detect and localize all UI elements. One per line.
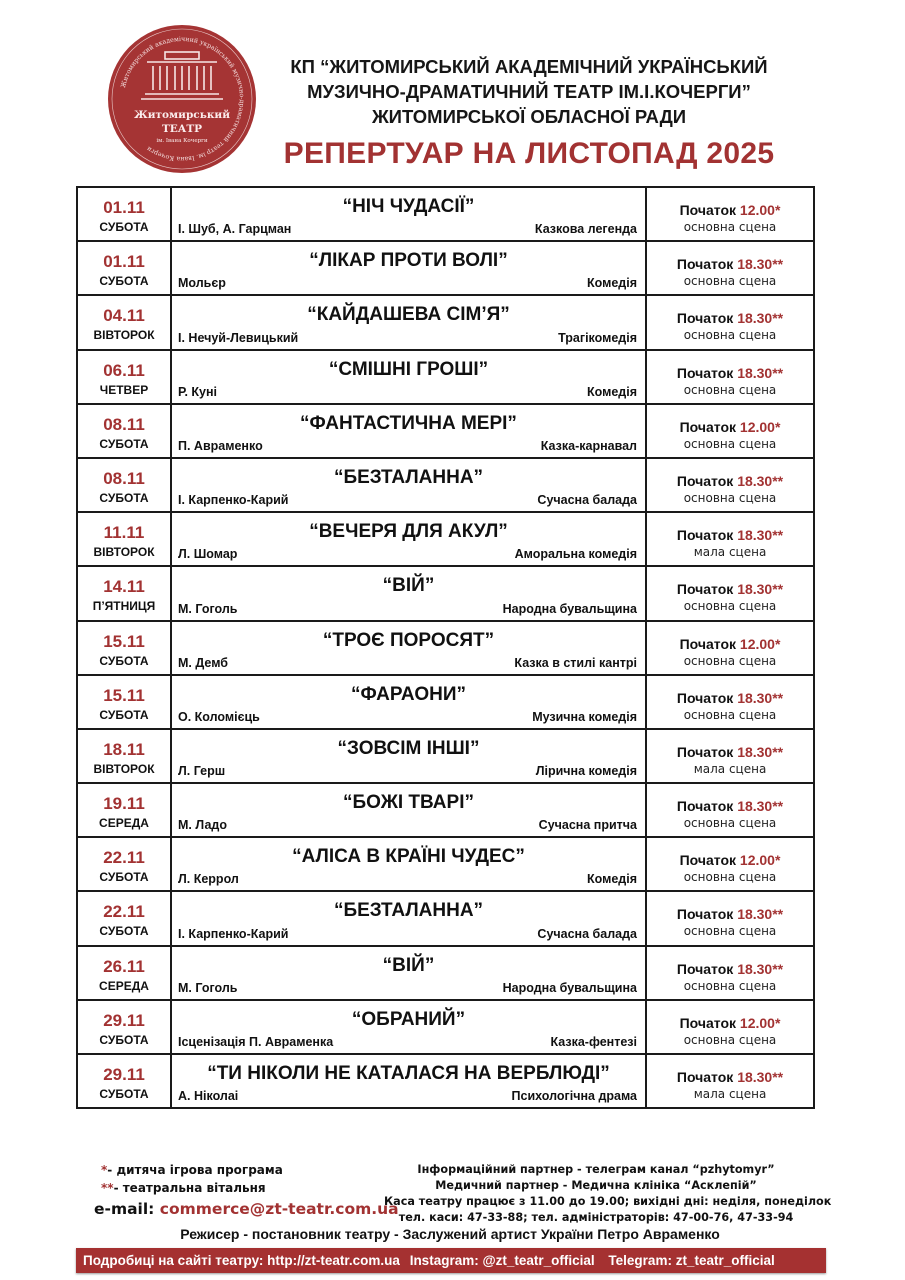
start-cell [646,350,814,404]
event-row [77,675,814,729]
stage-name: основна сцена [683,274,777,289]
start-label: Початок [676,310,734,327]
performance-author: М. Демб [178,655,229,670]
start-cell [646,566,814,620]
performance-author: О. Коломієць [178,709,260,724]
event-row [77,891,814,945]
start-label: Початок [679,202,737,218]
start-cell [646,1000,814,1054]
performance-genre: Казка-карнавал [540,438,637,453]
event-date: 15.11 [103,631,145,651]
start-time [647,905,813,923]
start-time-value: 12.00* [739,202,781,218]
start-cell [646,241,814,295]
performance-cell [171,621,646,675]
event-weekday: СУБОТА [99,274,149,289]
performance-title: “ВЕЧЕРЯ ДЛЯ АКУЛ” [309,521,508,543]
start-cell [646,946,814,1000]
start-label: Початок [676,256,734,273]
event-weekday: ВІВТОРОК [93,545,155,560]
performance-title: “ОБРАНИЙ” [351,1008,466,1030]
performance-cell [171,512,646,566]
stage-name: основна сцена [683,1032,777,1047]
start-time [647,743,813,761]
start-time [647,309,813,327]
info-partner-line: Інформаційний партнер - телеграм канал “pzhytomyr” [417,1163,775,1176]
performance-title: “КАЙДАШЕВА СІМ’Я” [307,304,510,326]
event-date: 29.11 [103,1065,145,1084]
start-time [647,635,813,653]
performance-author: І. Карпенко-Карий [178,926,289,941]
performance-genre: Сучасна балада [537,493,637,508]
header-line-2: МУЗИЧНО-ДРАМАТИЧНИЙ ТЕАТР ІМ.І.КОЧЕРГИ” [307,81,751,102]
performance-author: М. Ладо [178,818,227,833]
performance-genre: Народна бувальщина [502,980,637,995]
event-weekday: СУБОТА [99,1032,149,1047]
logo-name-line2: ТЕАТР [161,123,203,135]
start-cell [646,512,814,566]
event-date: 01.11 [103,198,145,217]
start-label: Початок [676,1069,734,1085]
stage-name: основна сцена [683,599,777,614]
performance-cell [171,837,646,891]
start-time-value: 18.30** [737,581,784,598]
event-row [77,187,814,241]
date-cell [77,187,171,241]
repertoire-table [76,186,815,1109]
logo-name-line1: Житомирський [133,109,231,121]
performance-cell [171,1000,646,1054]
date-cell [77,566,171,620]
start-time-value: 12.00* [739,1014,781,1031]
start-time-value: 12.00* [739,418,781,435]
performance-genre: Аморальна комедія [514,547,637,562]
stage-name: основна сцена [683,653,777,668]
performance-cell [171,295,646,349]
start-cell [646,404,814,458]
event-date: 22.11 [103,902,145,922]
performance-author: Л. Керрол [178,872,239,887]
event-weekday: СУБОТА [99,707,149,722]
start-time [647,1068,813,1086]
event-date: 06.11 [103,360,145,380]
event-row [77,837,814,891]
website-link[interactable]: Подробиці на сайті театру: http://zt-teatr.com.ua [83,1253,400,1268]
performance-cell [171,404,646,458]
start-cell [646,837,814,891]
date-cell [77,458,171,512]
start-cell [646,621,814,675]
start-cell [646,1054,814,1108]
stage-name: основна сцена [683,978,777,993]
start-time [647,960,813,978]
event-row [77,512,814,566]
stage-name: основна сцена [683,382,777,397]
performance-title: “ТРОЄ ПОРОСЯТ” [322,629,495,651]
start-time-value: 18.30** [737,689,784,706]
performance-title: “ЛІКАР ПРОТИ ВОЛІ” [309,250,508,272]
event-weekday: П’ЯТНИЦЯ [92,599,156,614]
event-row [77,458,814,512]
logo-ring-text: Житомирський академічний український музично-драматичний театр ім. Івана Кочерги [120,35,246,163]
performance-genre: Комедія [587,384,637,399]
performance-author: Р. Куні [178,384,218,399]
start-cell [646,729,814,783]
event-weekday: СЕРЕДА [99,978,149,993]
event-weekday: ЧЕТВЕР [99,382,149,397]
performance-title: “БОЖІ ТВАРІ” [343,792,474,814]
date-cell [77,512,171,566]
performance-author: М. Гоголь [178,980,238,995]
date-cell [77,1054,171,1108]
performance-author: Ісценізація П. Авраменка [178,1035,334,1049]
event-row [77,621,814,675]
performance-cell [171,241,646,295]
start-time [647,255,813,273]
start-label: Початок [676,364,734,381]
start-label: Початок [676,581,734,598]
event-date: 01.11 [103,252,145,272]
start-label: Початок [676,906,734,923]
date-cell [77,729,171,783]
performance-title: “НІЧ ЧУДАСІЇ” [342,196,475,217]
footer-banner [76,1248,826,1273]
start-label: Початок [676,472,734,489]
performance-cell [171,891,646,945]
start-label: Початок [676,743,734,760]
start-label: Початок [679,1014,737,1031]
performance-title: “ФАРАОНИ” [350,683,467,705]
start-label: Початок [679,635,737,652]
performance-genre: Трагікомедія [558,330,637,345]
start-time [647,580,813,598]
performance-author: А. Ніколаі [178,1089,239,1104]
director-credit: Режисер - постановник театру - Заслужений артист України Петро Авраменко [180,1226,720,1242]
stage-name: мала сцена [693,1087,767,1101]
date-cell [77,241,171,295]
event-weekday: СУБОТА [99,1087,149,1101]
legend-single-star-mark: * [101,1163,108,1177]
stage-name: основна сцена [683,436,777,451]
performance-genre: Музична комедія [532,709,637,724]
event-weekday: СУБОТА [99,490,149,505]
event-date: 18.11 [103,739,145,759]
performance-cell [171,675,646,729]
organization-header [262,54,796,129]
event-date: 29.11 [103,1010,145,1030]
start-cell [646,187,814,241]
performance-genre: Комедія [587,872,637,887]
start-time [647,472,813,490]
performance-genre: Психологічна драма [511,1089,637,1104]
date-cell [77,675,171,729]
email-line [94,1200,399,1218]
date-cell [77,621,171,675]
performance-title: “ЗОВСІМ ІНШІ” [337,737,480,759]
start-time [647,797,813,815]
start-cell [646,675,814,729]
event-row [77,783,814,837]
event-date: 15.11 [103,685,145,705]
event-weekday: ВІВТОРОК [93,328,155,343]
instagram-link[interactable]: Instagram: @zt_teatr_official [409,1253,595,1268]
medical-partner-line: Медичний партнер - Медична клініка “Асклепій” [435,1179,757,1192]
event-row [77,566,814,620]
event-row [77,1054,814,1108]
performance-author: І. Карпенко-Карий [178,493,289,508]
performance-title: “АЛІСА В КРАЇНІ ЧУДЕС” [292,846,525,868]
stage-name: основна сцена [683,924,777,939]
performance-genre: Казка в стилі кантрі [514,655,637,670]
performance-cell [171,458,646,512]
legend-single-star-text: - дитяча ігрова програма [107,1163,283,1177]
start-time [647,364,813,382]
performance-genre: Лірична комедія [535,764,637,779]
start-time [647,851,813,869]
event-date: 22.11 [103,848,145,868]
event-row [77,1000,814,1054]
start-time [647,1014,813,1032]
performance-cell [171,729,646,783]
event-date: 14.11 [103,577,145,597]
legend-single-star [101,1163,283,1177]
performance-title: “БЕЗТАЛАННА” [333,900,484,922]
legend-double-star [101,1181,266,1195]
start-time [647,201,813,219]
date-cell [77,1000,171,1054]
stage-name: основна сцена [683,707,777,722]
event-row [77,241,814,295]
event-date: 08.11 [103,468,145,488]
performance-genre: Народна бувальщина [502,601,637,616]
performance-cell [171,566,646,620]
start-cell [646,891,814,945]
event-row [77,404,814,458]
date-cell [77,350,171,404]
performance-author: Л. Шомар [178,547,238,562]
start-time-value: 18.30** [737,364,784,381]
performance-genre: Сучасна притча [538,818,637,833]
performance-cell [171,1054,646,1108]
start-time-value: 18.30** [737,743,784,760]
event-date: 08.11 [103,414,145,434]
phone-numbers-line: тел. каси: 47-33-88; тел. адміністраторів: 47-00-76, 47-33-94 [398,1211,794,1224]
start-time [647,689,813,707]
event-row [77,295,814,349]
date-cell [77,946,171,1000]
event-date: 26.11 [103,956,145,976]
start-label: Початок [676,960,734,977]
start-time-value: 18.30** [737,798,784,815]
stage-name: основна сцена [683,328,777,343]
start-cell [646,783,814,837]
theatre-logo-seal [107,24,257,174]
start-label: Початок [676,689,734,706]
event-date: 11.11 [103,523,145,543]
performance-cell [171,946,646,1000]
performance-title: “ВІЙ” [382,954,435,976]
logo-name-line3: ім. Івана Кочерги [156,138,208,144]
performance-title: “БЕЗТАЛАННА” [333,466,484,488]
date-cell [77,404,171,458]
event-weekday: СЕРЕДА [99,816,149,831]
header-line-1: КП “ЖИТОМИРСЬКИЙ АКАДЕМІЧНИЙ УКРАЇНСЬКИЙ [290,56,768,77]
date-cell [77,837,171,891]
start-label: Початок [676,527,734,544]
performance-author: М. Гоголь [178,601,238,616]
performance-genre: Сучасна балада [537,926,637,941]
start-time-value: 18.30** [737,472,784,489]
start-time-value: 18.30** [737,256,784,273]
stage-name: основна сцена [683,816,777,831]
date-cell [77,295,171,349]
performance-cell [171,187,646,241]
start-label: Початок [679,418,737,435]
start-cell [646,458,814,512]
event-weekday: СУБОТА [99,220,149,234]
start-cell [646,295,814,349]
performance-author: Л. Герш [178,764,226,779]
performance-genre: Казкова легенда [534,222,637,237]
stage-name: мала сцена [693,761,767,776]
performance-author: І. Нечуй-Левицький [178,330,299,345]
stage-name: основна сцена [683,870,777,885]
start-time-value: 18.30** [737,960,784,977]
start-time-value: 18.30** [737,1069,784,1085]
performance-author: П. Авраменко [178,438,263,453]
start-time-value: 12.00* [739,635,781,652]
start-time [647,418,813,436]
performance-title: “ФАНТАСТИЧНА МЕРІ” [300,412,517,434]
performance-genre: Казка-фентезі [550,1035,637,1049]
stage-name: основна сцена [683,490,777,505]
box-office-hours-line: Каса театру працює з 11.00 до 19.00; вихідні дні: неділя, понеділок [384,1195,832,1208]
start-time-value: 12.00* [739,852,781,869]
start-time-value: 18.30** [737,527,784,544]
legend-double-star-mark: ** [101,1181,114,1195]
event-row [77,946,814,1000]
event-date: 19.11 [103,794,145,814]
performance-title: “ВІЙ” [382,575,435,597]
stage-name: мала сцена [693,545,767,560]
start-time [647,526,813,544]
performance-cell [171,783,646,837]
telegram-link[interactable]: Telegram: zt_teatr_official [608,1253,775,1268]
start-time-value: 18.30** [737,310,784,327]
start-time-value: 18.30** [737,906,784,923]
performance-author: І. Шуб, А. Гарцман [178,222,292,237]
event-row [77,729,814,783]
event-weekday: ВІВТОРОК [93,761,155,776]
performance-title: “СМІШНІ ГРОШІ” [328,358,489,380]
performance-genre: Комедія [587,276,637,291]
date-cell [77,783,171,837]
event-row [77,350,814,404]
performance-title: “ТИ НІКОЛИ НЕ КАТАЛАСЯ НА ВЕРБЛЮДІ” [207,1063,610,1084]
stage-name: основна сцена [683,220,777,234]
performance-cell [171,350,646,404]
event-weekday: СУБОТА [99,653,149,668]
event-date: 04.11 [103,306,145,326]
start-label: Початок [679,852,737,869]
email-link[interactable]: commerce@zt-teatr.com.ua [159,1200,399,1218]
event-weekday: СУБОТА [99,436,149,451]
header-line-3: ЖИТОМИРСЬКОЇ ОБЛАСНОЇ РАДИ [371,106,687,127]
event-weekday: СУБОТА [99,924,149,939]
performance-author: Мольєр [178,276,226,291]
event-weekday: СУБОТА [99,870,149,885]
email-label: e-mail: [94,1200,155,1218]
legend-double-star-text: - театральна вітальня [113,1181,266,1195]
page-title: РЕПЕРТУАР НА ЛИСТОПАД 2025 [283,137,775,170]
date-cell [77,891,171,945]
start-label: Початок [676,798,734,815]
